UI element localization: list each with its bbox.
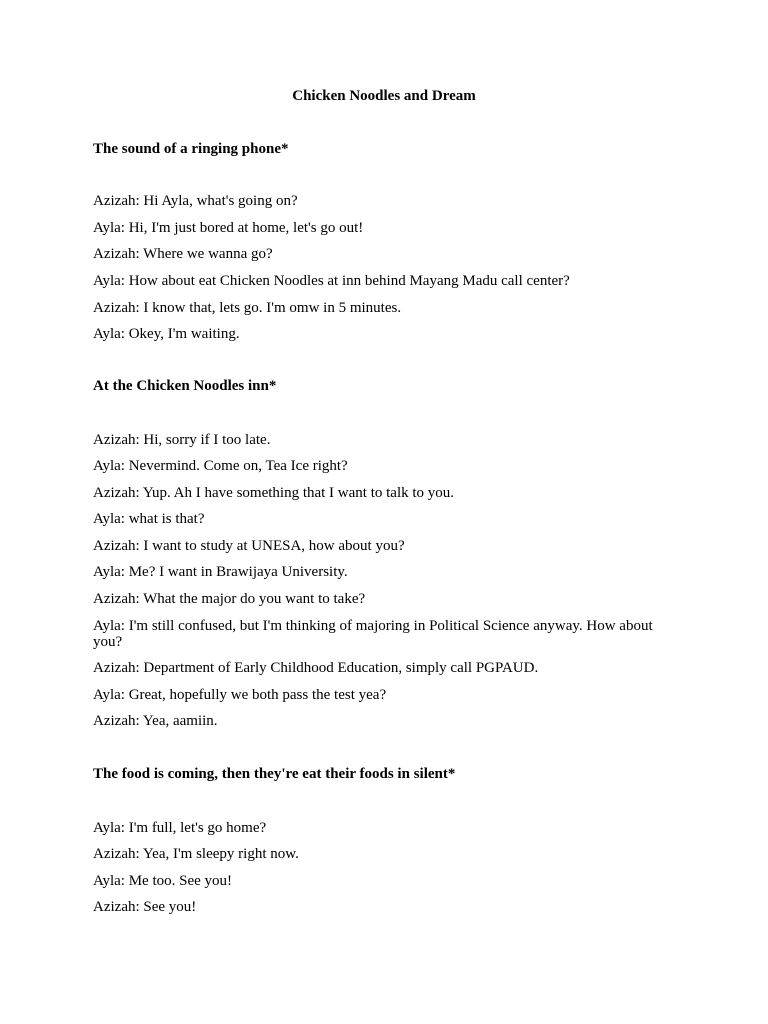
dialogue-line: Azizah: Hi Ayla, what's going on? <box>93 193 298 209</box>
dialogue-line: Azizah: I want to study at UNESA, how about you? <box>93 538 405 554</box>
dialogue-line: Azizah: I know that, lets go. I'm omw in 5 minutes. <box>93 300 402 316</box>
dialogue-line: Ayla: what is that? <box>93 511 205 527</box>
dialogue-line: Azizah: Yea, I'm sleepy right now. <box>93 846 299 862</box>
dialogue-line: Azizah: What the major do you want to take? <box>93 591 366 607</box>
dialogue-line: Azizah: Where we wanna go? <box>93 246 273 262</box>
section-heading: The food is coming, then they're eat their foods in silent* <box>93 766 456 782</box>
dialogue-line: Ayla: Me too. See you! <box>93 873 233 889</box>
section-heading: At the Chicken Noodles inn* <box>93 378 277 394</box>
dialogue-line: Azizah: Hi, sorry if I too late. <box>93 432 271 448</box>
section-heading: The sound of a ringing phone* <box>93 141 289 157</box>
dialogue-line: Azizah: See you! <box>93 899 197 915</box>
dialogue-line: Azizah: Department of Early Childhood Education, simply call PGPAUD. <box>93 660 539 676</box>
dialogue-line: Ayla: How about eat Chicken Noodles at inn behind Mayang Madu call center? <box>93 273 570 289</box>
dialogue-line: Ayla: I'm full, let's go home? <box>93 820 267 836</box>
document-title: Chicken Noodles and Dream <box>292 88 476 104</box>
dialogue-line: Ayla: Hi, I'm just bored at home, let's go out! <box>93 220 364 236</box>
dialogue-line: Ayla: Great, hopefully we both pass the test yea? <box>93 687 387 703</box>
dialogue-line: Ayla: Okey, I'm waiting. <box>93 326 240 342</box>
dialogue-line: Ayla: I'm still confused, but I'm thinking of majoring in Political Science anyway. How about you? <box>93 618 653 650</box>
dialogue-line: Ayla: Me? I want in Brawijaya University. <box>93 564 348 580</box>
dialogue-line: Azizah: Yea, aamiin. <box>93 713 218 729</box>
dialogue-line: Azizah: Yup. Ah I have something that I want to talk to you. <box>93 485 455 501</box>
dialogue-line: Ayla: Nevermind. Come on, Tea Ice right? <box>93 458 348 474</box>
